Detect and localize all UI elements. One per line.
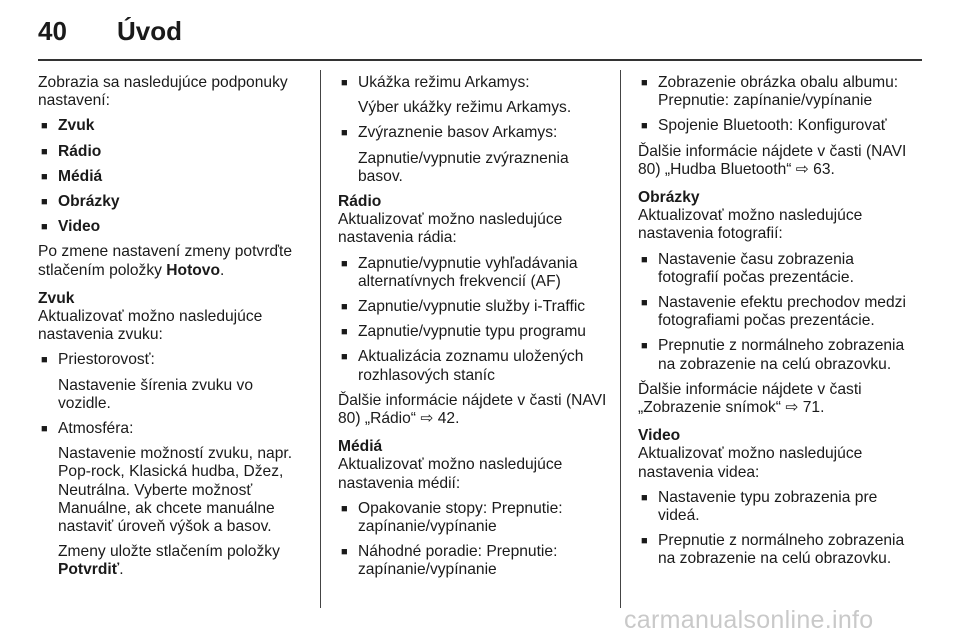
list-item: ■ Prepnutie z normálneho zobrazenia na zobrazenie na celú obrazovku. <box>642 337 916 373</box>
list-item-desc: Zapnutie/vypnutie zvýraznenia basov. <box>358 149 569 185</box>
save-text: Zmeny uložte stlačením položky Potvrdiť. <box>58 543 280 579</box>
page-title: Úvod <box>117 16 182 46</box>
menu-item-zvuk: ■ Zvuk <box>42 117 310 135</box>
list-item: ■ Nastavenie času zobrazenia fotografií počas prezentácie. <box>642 251 916 287</box>
column-2 <box>338 74 610 587</box>
list-item: ■ Prepnutie z normálneho zobrazenia na zobrazenie na celú obrazovku. <box>642 532 916 568</box>
video-intro: Aktualizovať možno nasledujúce nastavenia videa: <box>638 445 863 481</box>
menu-item-radio: ■ Rádio <box>42 143 310 161</box>
list-item: ■ Atmosféra: <box>42 420 310 438</box>
menu-item-video: ■ Video <box>42 218 310 236</box>
list-item: ■ Spojenie Bluetooth: Konfigurovať <box>642 117 916 135</box>
watermark: carmanualsonline.info <box>624 606 874 634</box>
header-rule <box>38 59 922 61</box>
list-item: ■ Nastavenie efektu prechodov medzi fotografiami počas prezentácie. <box>642 294 916 330</box>
confirm-text: Po zmene nastavení zmeny potvrďte stlačením položky Hotovo. <box>38 243 293 279</box>
radio-intro: Aktualizovať možno nasledujúce nastavenia rádia: <box>338 211 563 247</box>
section-heading-zvuk: Zvuk <box>38 289 75 307</box>
list-item-desc: Nastavenie šírenia zvuku vo vozidle. <box>58 376 254 412</box>
obrazky-reference: Ďalšie informácie nájdete v časti „Zobrazenie snímok“ ⇨ 71. <box>638 380 862 417</box>
list-item: ■ Aktualizácia zoznamu uložených rozhlasových staníc <box>342 348 610 384</box>
bluetooth-reference: Ďalšie informácie nájdete v časti (NAVI 80) „Hudba Bluetooth“ ⇨ 63. <box>638 142 907 178</box>
list-item: ■ Ukážka režimu Arkamys: <box>342 74 610 92</box>
list-item: ■ Náhodné poradie: Prepnutie: zapínanie/vypínanie <box>342 543 610 579</box>
column-3 <box>638 74 916 576</box>
list-item: ■ Zapnutie/vypnutie vyhľadávania alternatívnych frekvencií (AF) <box>342 255 610 291</box>
page-header <box>0 0 960 62</box>
column-divider-1 <box>320 70 321 608</box>
list-item-desc: Výber ukážky režimu Arkamys. <box>358 99 572 117</box>
list-item: ■ Zvýraznenie basov Arkamys: <box>342 124 610 142</box>
list-item: ■ Zapnutie/vypnutie typu programu <box>342 323 610 341</box>
section-heading-radio: Rádio <box>338 193 382 211</box>
radio-reference: Ďalšie informácie nájdete v časti (NAVI 80) „Rádio“ ⇨ 42. <box>338 391 607 428</box>
list-item: ■ Nastavenie typu zobrazenia pre videá. <box>642 489 916 525</box>
obrazky-intro: Aktualizovať možno nasledujúce nastavenia fotografií: <box>638 207 863 243</box>
intro-text: Zobrazia sa nasledujúce podponuky nastavení: <box>38 74 288 110</box>
list-item-desc: Nastavenie možností zvuku, napr. Pop-rock, Klasická hudba, Džez, Neutrálna. Vyberte možnosť Manuálne, ak chcete manuálne nastaviť úroveň výšok a basov. <box>58 445 293 536</box>
list-item: ■ Opakovanie stopy: Prepnutie: zapínanie/vypínanie <box>342 500 610 536</box>
list-item: ■ Zapnutie/vypnutie služby i-Traffic <box>342 298 610 316</box>
column-divider-2 <box>620 70 621 608</box>
section-heading-obrazky: Obrázky <box>638 189 700 207</box>
section-heading-video: Video <box>638 427 681 445</box>
column-1 <box>38 74 310 587</box>
list-item: ■ Priestorovosť: <box>42 351 310 369</box>
list-item: ■ Zobrazenie obrázka obalu albumu: Prepnutie: zapínanie/vypínanie <box>642 74 916 110</box>
menu-item-media: ■ Médiá <box>42 168 310 186</box>
page-number: 40 <box>38 16 67 46</box>
section-heading-media: Médiá <box>338 438 383 456</box>
zvuk-intro: Aktualizovať možno nasledujúce nastavenia zvuku: <box>38 308 263 344</box>
media-intro: Aktualizovať možno nasledujúce nastavenia médií: <box>338 456 563 492</box>
menu-item-obrazky: ■ Obrázky <box>42 193 310 211</box>
